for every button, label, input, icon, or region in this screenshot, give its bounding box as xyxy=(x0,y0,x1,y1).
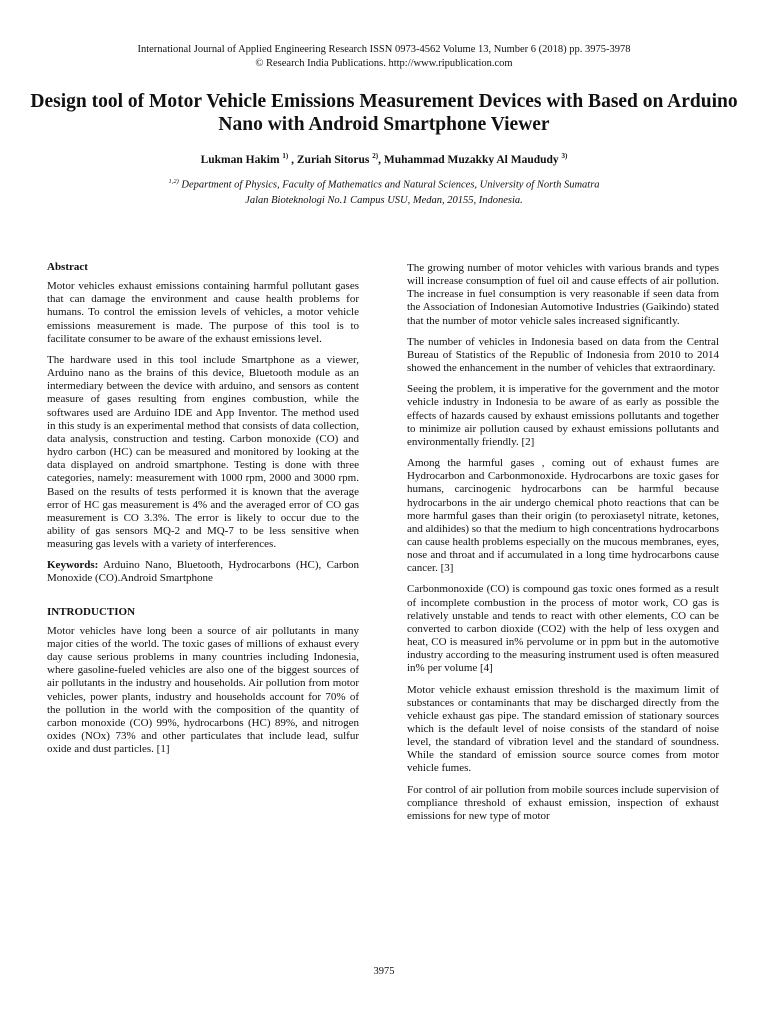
journal-header xyxy=(0,43,768,71)
author-mark: 2) xyxy=(372,152,379,160)
abstract-heading: Abstract xyxy=(47,261,88,273)
body-paragraph: For control of air pollution from mobile sources include supervision of compliance threshold of exhaust emission, inspection of exhaust emissions for new type of motor xyxy=(407,783,719,822)
body-paragraph: The growing number of motor vehicles with various brands and types will increase consumption of fuel oil and cause effects of air pollution. The increase in fuel consumption is very reasonable if seen data from the Association of Indonesian Automotive Industries (Gaikindo) stated that the number of motor vehicle sales increased significantly. xyxy=(407,262,719,327)
keywords-label: Keywords: xyxy=(47,559,99,572)
body-paragraph: Carbonmonoxide (CO) is compound gas toxic ones formed as a result of incomplete combustion in the process of motor work, CO gas is relatively unstable and tends to react with other elements, CO can be converted to carbon dioxide (CO2) with the help of less oxygen and heat, CO is measured in% pervolume or in ppm but in the automotive industry according to the measuring instrument used is often measured in% per volume [4] xyxy=(407,583,719,675)
right-column xyxy=(407,262,719,831)
author-mark: 3) xyxy=(561,152,568,160)
body-paragraph: The number of vehicles in Indonesia based on data from the Central Bureau of Statistics of the Republic of Indonesia from 2010 to 2014 showed the enhancement in the number of vehicles that extraordinary. xyxy=(407,335,719,375)
body-paragraph: Motor vehicle exhaust emission threshold is the maximum limit of substances or contaminants that may be discharged directly from the vehicle exhaust gas pipe. The standard emission of stationary sources which is the default level of noise consists of the standard of noise level, the standard of vibration level and the standard of soundness. While the standard of emission source source comes from motor vehicle fumes. xyxy=(407,683,719,775)
author-mark: 1) xyxy=(282,152,289,160)
body-paragraph: Seeing the problem, it is imperative for the government and the motor vehicle industry in Indonesia to be aware of as early as possible the effects of hazards caused by exhaust emissions pollutants and together to minimize air pollution caused by exhaust emissions pollutants and environmentally friendly. [2] xyxy=(407,383,719,448)
keywords-text: Arduino Nano, Bluetooth, Hydrocarbons (HC), Carbon Monoxide (CO).Android Smartphone xyxy=(47,559,359,585)
abstract-paragraph: Motor vehicles exhaust emissions containing harmful pollutant gases that can damage the environment and cause health problems for humans. To control the emission levels of vehicles, a motor vehicle emissions measurement is made. The purpose of this tool is to facilitate consumer to be aware of the exhaust emissions level. xyxy=(47,280,359,345)
body-paragraph: Among the harmful gases , coming out of exhaust fumes are Hydrocarbon and Carbonmonoxide. Hydrocarbons are toxic gases for humans, carcinogenic hydrocarbons can be harmful because hydrocarbons in the air undergo chemical photo reactions that can be more harmful gases than their origin (to peroxiasetyl nitrate, ketones, and aldihides) so that the medium to high concentrations hydrocarbons can cause health problems especially on the mucous membranes, eyes, nose and throat and if accumulated in a long time hydrocarbons cause cancer. [3] xyxy=(407,457,719,575)
abstract-paragraph: The hardware used in this tool include Smartphone as a viewer, Arduino nano as the brains of this device, Bluetooth module as an intermediary between the device with arduino, and sensors as content measure of gases resulting from engines combustion, while the softwares used are Arduino IDE and App Inventor. The method used in this study is an experimental method that consists of data collection, data analysis, construction and testing. Carbon monoxide (CO) and hydro carbon (HC) can be measured and monitored by looking at the data displayed on android smartphone. Testing is done with three categories, namely: measurement with 1000 rpm, 2000 and 3000 rpm. Based on the results of tests performed it is known that the average error of HC gas measurement is 4% and the averaged error of CO gas measurement is CO 3.3%. The error is likely to occur due to the ability of gas sensors MQ-2 and MQ-7 to be less sensitive when measuring gas levels with a variety of interferences. xyxy=(47,353,359,551)
author-separator: , xyxy=(288,153,297,166)
affiliation-marks: 1,2) xyxy=(168,178,179,185)
affiliation-line2: Jalan Bioteknologi No.1 Campus USU, Medan, 20155, Indonesia. xyxy=(245,194,523,206)
introduction-heading: INTRODUCTION xyxy=(47,605,136,618)
introduction-paragraph: Motor vehicles have long been a source of air pollutants in many major cities of the world. The toxic gases of millions of exhaust every day cause serious problems in many countries including Indonesia, where gasoline-fueled vehicles are also one of the biggest sources of air pollutants in the industry and households. Air pollution from motor vehicles, power plants, industry and households account for 70% of the pollution in the world with the composition of the quantity of carbon monoxide (CO) 99%, hydrocarbons (HC) 89%, and nitrogen oxides (NOx) 73% and other particulates that include lead, sulfur oxide and dust particles. [1] xyxy=(47,624,359,756)
author-list xyxy=(0,152,768,166)
affiliation-line1: Department of Physics, Faculty of Mathematics and Natural Sciences, University of North Sumatra xyxy=(181,179,600,191)
journal-header-line1: International Journal of Applied Engineering Research ISSN 0973-4562 Volume 13, Number 6 (2018) pp. 3975-3978 xyxy=(137,44,631,55)
author-separator: , xyxy=(378,153,384,166)
author-name: Muhammad Muzakky Al Maududy xyxy=(383,153,559,166)
author-name: Lukman Hakim xyxy=(200,153,280,166)
keywords xyxy=(47,559,359,585)
paper-title: Design tool of Motor Vehicle Emissions Measurement Devices with Based on Arduino Nano with Android Smartphone Viewer xyxy=(30,91,738,135)
author-name: Zuriah Sitorus xyxy=(296,153,370,166)
journal-header-line2: © Research India Publications. http://www.ripublication.com xyxy=(255,58,513,69)
page-number: 3975 xyxy=(373,966,395,977)
affiliation xyxy=(0,174,768,208)
left-column xyxy=(47,261,359,764)
